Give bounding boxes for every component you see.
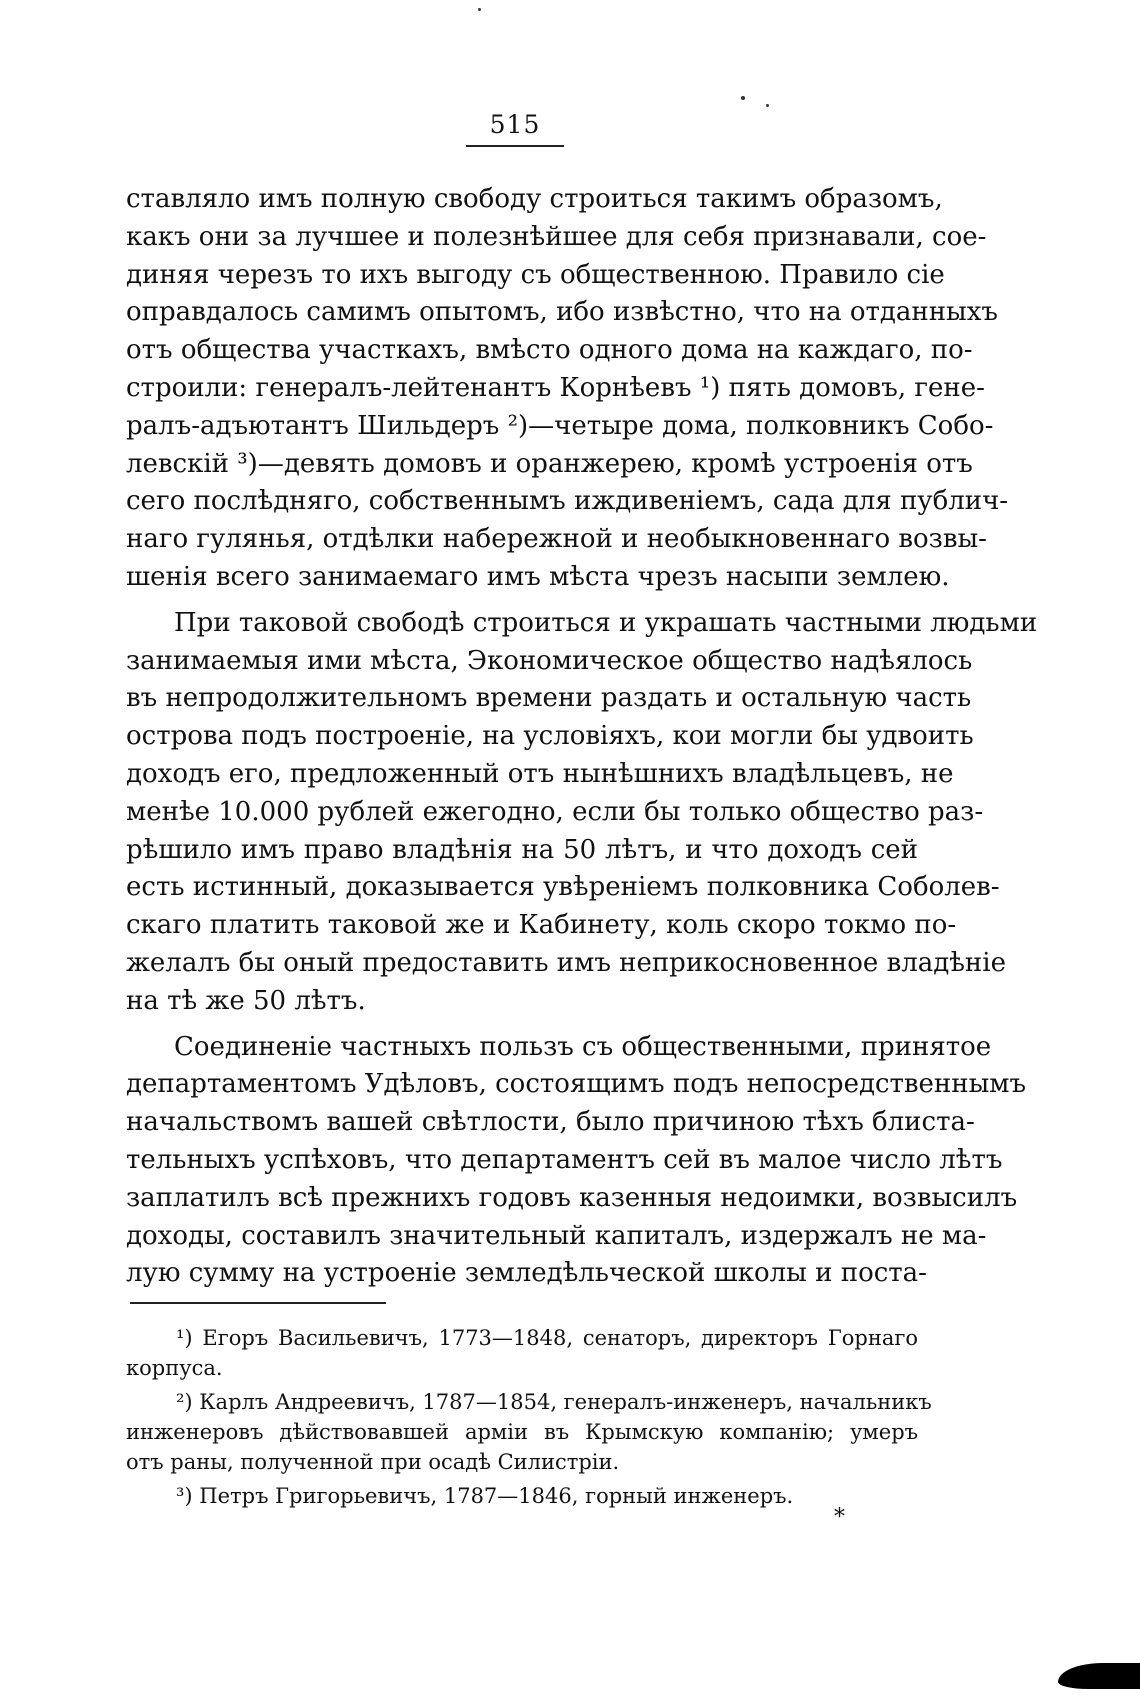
text-line: заплатилъ всѣ прежнихъ годовъ казенныя недоимки, возвысилъ (126, 1182, 1018, 1213)
text-line: начальствомъ вашей свѣтлости, было причиною тѣхъ блиста- (126, 1107, 975, 1138)
text-line: какъ они за лучшее и полезнѣйшее для себя признавали, сое- (126, 221, 987, 252)
footnote-text: Петръ Григорьевичъ, 1787—1846, горный инженеръ. (199, 1484, 794, 1508)
paragraph-gap (126, 1021, 918, 1029)
text-line: диняя черезъ то ихъ выгоду съ общественною. Правило сіе (126, 259, 945, 290)
scan-speck (478, 8, 481, 11)
paragraph-gap (126, 597, 918, 605)
text-line: острова подъ построеніе, на условіяхъ, кои могли бы удвоить (126, 721, 974, 752)
text-line: тельныхъ успѣховъ, что департаментъ сей въ малое число лѣтъ (126, 1144, 1003, 1175)
text-line: Соединеніе частныхъ пользъ съ общественными, принятое (174, 1031, 992, 1062)
text-line: ставляло имъ полную свободу строиться такимъ образомъ, (126, 184, 943, 214)
body-text (126, 181, 1038, 1293)
text-line: менѣе 10.000 рублей ежегодно, если бы только общество раз- (126, 796, 984, 827)
text-line: оправдалось самимъ опытомъ, ибо извѣстно, что на отданныхъ (126, 297, 998, 328)
scan-blot (1058, 1663, 1140, 1689)
text-line: лую сумму на устроеніе земледѣльческой школы и поста- (126, 1258, 927, 1289)
footnote-line (126, 1447, 918, 1477)
footnote-mark: ¹) (176, 1326, 203, 1350)
footnote-mark: ²) (176, 1390, 200, 1414)
text-line: въ непродолжительномъ времени раздать и остальную часть (126, 683, 972, 714)
paragraph (126, 181, 1009, 597)
footnote-mark: ³) (176, 1484, 200, 1508)
footnote-text: инженеровъ дѣйствовавшей арміи въ Крымскую компанію; умеръ (126, 1420, 918, 1444)
text-line: на тѣ же 50 лѣтъ. (126, 985, 366, 1016)
footnote-line (126, 1353, 918, 1383)
text-line: ралъ-адъютантъ Шильдеръ ²)—четыре дома, полковникъ Собо- (126, 410, 994, 441)
text-line: сего послѣдняго, собственнымъ иждивеніемъ, сада для публич- (126, 486, 1009, 517)
text-line: желалъ бы оный предоставить имъ неприкосновенное владѣніе (126, 947, 1006, 978)
footnote-line (126, 1387, 932, 1417)
footnote-rule (130, 1302, 386, 1304)
text-line: строили: генералъ-лейтенантъ Корнѣевъ ¹) пять домовъ, гене- (126, 372, 985, 403)
asterisk-mark: * (834, 1505, 845, 1530)
text-line: левскій ³)—девять домовъ и оранжерею, кромѣ устроенія отъ (126, 448, 973, 479)
footnote-line (126, 1417, 918, 1447)
text-line: отъ общества участкахъ, вмѣсто одного дома на каждаго, по- (126, 335, 973, 366)
footnote-text: Карлъ Андреевичъ, 1787—1854, генералъ-инженеръ, начальникъ (199, 1390, 932, 1414)
text-line: скаго платить таковой же и Кабинету, коль скоро токмо по- (126, 910, 957, 941)
footnote-text: отъ раны, полученной при осадѣ Силистріи. (126, 1450, 620, 1474)
text-line: доходы, составилъ значительный капиталъ, издержалъ не ма- (126, 1220, 987, 1251)
footnote-text: Егоръ Васильевичъ, 1773—1848, сенаторъ, директоръ Горнаго (202, 1326, 918, 1350)
page-number-rule (466, 145, 564, 147)
footnote (126, 1387, 932, 1477)
page-number: 515 (489, 110, 541, 139)
footnotes (126, 1323, 932, 1515)
text-line: наго гулянья, отдѣлки набережной и необыкновеннаго возвы- (126, 524, 987, 555)
footnote (126, 1481, 918, 1511)
text-line: При таковой свободѣ строиться и украшать частными людьми (174, 607, 1038, 638)
scan-speck (741, 96, 745, 100)
footnote-text: корпуса. (126, 1356, 223, 1380)
footnote (126, 1323, 918, 1383)
text-line: рѣшило имъ право владѣнія на 50 лѣтъ, и что доходъ сей (126, 834, 918, 865)
text-line: департаментомъ Удѣловъ, состоящимъ подъ непосредственнымъ (126, 1069, 1027, 1100)
scan-speck (766, 104, 769, 107)
paragraph (126, 1029, 1027, 1294)
text-line: шенія всего занимаемаго имъ мѣста чрезъ насыпи землею. (126, 561, 950, 592)
footnote-line (126, 1481, 918, 1511)
footnote-line (126, 1323, 918, 1353)
text-line: доходъ его, предложенный отъ нынѣшнихъ владѣльцевъ, не (126, 758, 954, 789)
text-line: занимаемыя ими мѣста, Экономическое общество надѣялось (126, 645, 973, 676)
text-line: есть истинный, доказывается увѣреніемъ полковника Соболев- (126, 872, 1000, 903)
paragraph (126, 605, 1038, 1021)
